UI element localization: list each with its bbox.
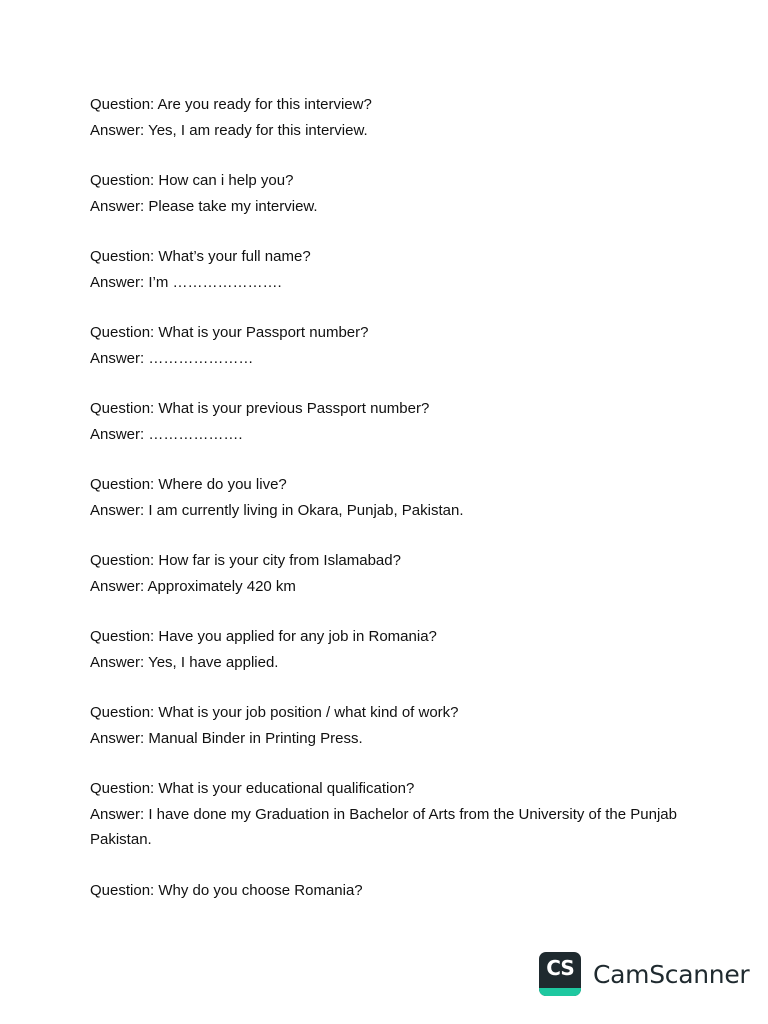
camscanner-logo-icon — [539, 952, 581, 996]
camscanner-watermark — [539, 952, 749, 996]
question-text: Question: What is your Passport number? — [90, 324, 369, 341]
watermark-brand-name: CamScanner — [593, 959, 750, 989]
qa-item — [90, 548, 690, 599]
answer-text: Answer: Yes, I am ready for this interview. — [90, 121, 368, 139]
qa-item — [90, 776, 690, 853]
qa-item — [90, 320, 690, 371]
qa-list — [90, 92, 690, 928]
qa-item — [90, 700, 690, 751]
question-text: Question: Where do you live? — [90, 476, 287, 493]
question-text: Question: Are you ready for this interview? — [90, 96, 372, 113]
qa-item — [90, 878, 690, 904]
question-text: Question: What’s your full name? — [90, 248, 311, 265]
question-text: Question: What is your job position / what kind of work? — [90, 704, 459, 721]
qa-item — [90, 624, 690, 675]
question-text: Question: What is your previous Passport number? — [90, 400, 430, 417]
question-text: Question: Have you applied for any job in Romania? — [90, 628, 437, 645]
answer-text: Answer: ………………. — [90, 425, 243, 443]
answer-text: Answer: Manual Binder in Printing Press. — [90, 729, 363, 747]
answer-text: Answer: I have done my Graduation in Bachelor of Arts from the University of the Punjab Pakistan. — [90, 805, 677, 848]
answer-text: Answer: I am currently living in Okara, Punjab, Pakistan. — [90, 501, 464, 519]
question-text: Question: What is your educational qualification? — [90, 780, 415, 797]
logo-text: CS — [546, 956, 574, 980]
answer-text: Answer: Approximately 420 km — [90, 577, 296, 595]
qa-item — [90, 244, 690, 295]
question-text: Question: Why do you choose Romania? — [90, 881, 363, 899]
question-text: Question: How far is your city from Islamabad? — [90, 552, 401, 569]
qa-item — [90, 92, 690, 143]
qa-item — [90, 168, 690, 219]
answer-text: Answer: Yes, I have applied. — [90, 653, 279, 671]
question-text: Question: How can i help you? — [90, 172, 294, 189]
logo-accent-bar — [539, 988, 581, 996]
qa-item — [90, 472, 690, 523]
answer-text: Answer: Please take my interview. — [90, 197, 318, 215]
qa-item — [90, 396, 690, 447]
answer-text: Answer: I’m …………………. — [90, 273, 282, 291]
answer-text: Answer: ………………… — [90, 349, 254, 367]
